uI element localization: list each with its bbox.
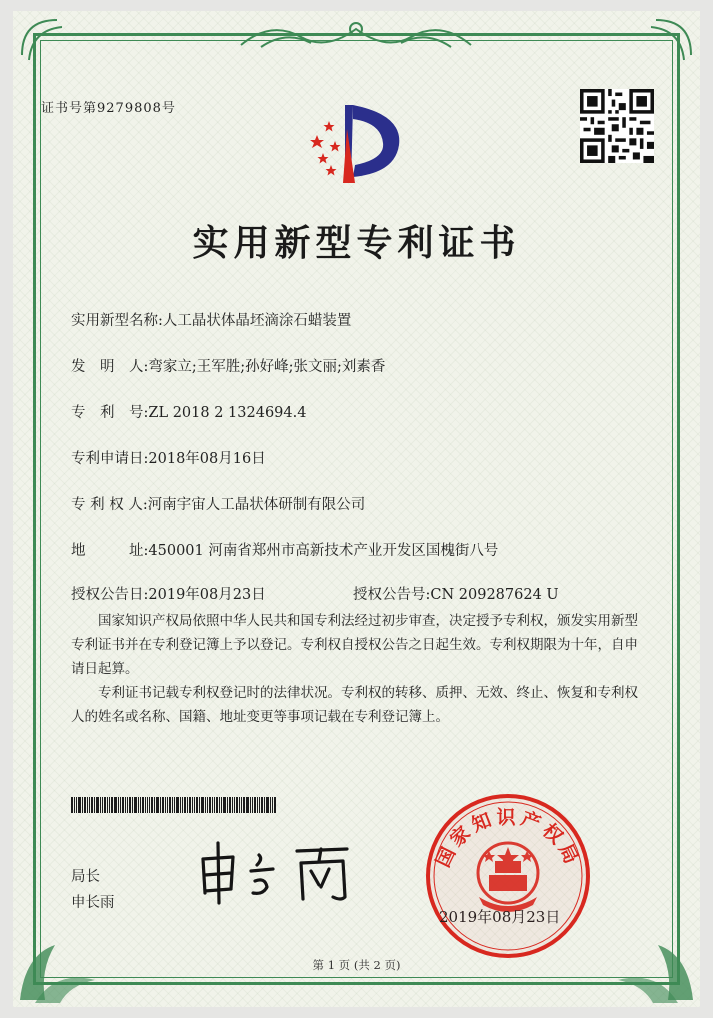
barcode-bar: [154, 797, 155, 813]
barcode-bar: [134, 797, 137, 813]
barcode-bar: [252, 797, 253, 813]
barcode-bar: [129, 797, 131, 813]
barcode-bar: [87, 797, 88, 813]
barcode-bar: [205, 797, 206, 813]
barcode-bar: [272, 797, 273, 813]
field-row-grant-number: [353, 583, 559, 604]
barcode-bar: [201, 797, 204, 813]
field-row-name: [71, 309, 351, 330]
barcode-bar: [194, 797, 195, 813]
barcode-bar: [74, 797, 75, 813]
barcode-bar: [167, 797, 168, 813]
certificate-number: 证书号第9279808号: [41, 101, 176, 116]
barcode-bar: [169, 797, 171, 813]
barcode-bar: [100, 797, 101, 813]
grant-number-value: CN 209287624 U: [430, 587, 559, 603]
barcode-bar: [257, 797, 258, 813]
barcode-bar: [96, 797, 99, 813]
certificate-title: 实用新型专利证书: [192, 222, 521, 264]
barcode-bar: [196, 797, 198, 813]
corner-ornament-top-left-icon: [17, 15, 77, 75]
top-ornament-icon: [231, 15, 481, 55]
barcode-bar: [234, 797, 235, 813]
seal-icon: [423, 791, 593, 961]
barcode-bar: [223, 797, 226, 813]
field-label: 实用新型名称:: [71, 313, 163, 329]
field-value: 2018年08月16日: [148, 451, 266, 467]
qr-code-icon: [580, 89, 654, 163]
barcode-bar: [118, 797, 119, 813]
certificate-body: [71, 609, 651, 729]
barcode-bar: [172, 797, 173, 813]
barcode-bar: [94, 797, 95, 813]
barcode-bar: [102, 797, 103, 813]
barcode-bar: [138, 797, 139, 813]
grant-number-label: 授权公告号:: [353, 587, 431, 603]
grant-date-label: 授权公告日:: [71, 587, 149, 603]
barcode-bar: [250, 797, 251, 813]
barcode-bar: [259, 797, 260, 813]
barcode-bar: [82, 797, 83, 813]
barcode-bar: [156, 797, 159, 813]
barcode-bar: [127, 797, 128, 813]
barcode-bar: [246, 797, 249, 813]
barcode-bar: [229, 797, 231, 813]
field-label: 专利申请日:: [71, 451, 149, 467]
barcode-bar: [174, 797, 175, 813]
barcode-bar: [114, 797, 117, 813]
barcode-bar: [132, 797, 133, 813]
barcode-bar: [149, 797, 150, 813]
barcode-bar: [176, 797, 179, 813]
barcode-bar: [212, 797, 213, 813]
barcode-bar: [151, 797, 153, 813]
seal-text: 国家知识产权局: [431, 806, 585, 871]
barcode-bar: [274, 797, 276, 813]
signature-icon: [193, 837, 373, 907]
barcode-bar: [254, 797, 256, 813]
barcode-bar: [227, 797, 228, 813]
barcode-bar: [84, 797, 86, 813]
barcode-bar: [91, 797, 93, 813]
barcode-bar: [122, 797, 124, 813]
barcode-bar: [232, 797, 233, 813]
barcode-bar: [207, 797, 208, 813]
barcode-bar: [241, 797, 242, 813]
barcode-bar: [160, 797, 161, 813]
barcode-bar: [165, 797, 166, 813]
barcode-bar: [192, 797, 193, 813]
field-value: 450001 河南省郑州市高新技术产业开发区国槐街八号: [148, 543, 499, 559]
barcode-bar: [239, 797, 240, 813]
field-label: 专 利 号:: [71, 405, 149, 421]
corner-ornament-top-right-icon: [636, 15, 696, 75]
field-value: 人工晶状体晶坯滴涂石蜡装置: [162, 313, 352, 329]
barcode-bar: [187, 797, 188, 813]
field-label: 发 明 人:: [71, 359, 149, 375]
field-label: 地 址:: [71, 543, 149, 559]
barcode-bar: [111, 797, 113, 813]
barcode-bar: [236, 797, 238, 813]
barcode-bar: [78, 797, 81, 813]
barcode-bar: [214, 797, 215, 813]
barcode-bar: [71, 797, 73, 813]
barcode-bar: [120, 797, 121, 813]
barcode-bar: [216, 797, 218, 813]
barcode-bar: [109, 797, 110, 813]
barcode-bar: [261, 797, 263, 813]
field-row-application-date: [71, 447, 266, 468]
certificate-page: [13, 11, 700, 1007]
barcode-bar: [76, 797, 77, 813]
seal-date: 2019年08月23日: [439, 908, 561, 926]
barcode-icon: [71, 797, 299, 813]
field-row-inventors: [71, 355, 385, 376]
barcode-bar: [125, 797, 126, 813]
barcode-bar: [180, 797, 181, 813]
barcode-bar: [209, 797, 211, 813]
field-value: 弯家立;王军胜;孙好峰;张文丽;刘素香: [148, 359, 386, 375]
barcode-bar: [147, 797, 148, 813]
field-value: ZL 2018 2 1324694.4: [148, 405, 307, 421]
barcode-bar: [104, 797, 106, 813]
barcode-bar: [219, 797, 220, 813]
barcode-bar: [142, 797, 144, 813]
field-value: 河南宇宙人工晶状体研制有限公司: [147, 497, 366, 513]
barcode-bar: [189, 797, 191, 813]
field-row-grant: [71, 583, 266, 604]
barcode-bar: [140, 797, 141, 813]
field-row-address: [71, 539, 498, 560]
barcode-bar: [243, 797, 245, 813]
body-paragraph: 专利证书记载专利权登记时的法律状况。专利权的转移、质押、无效、终止、恢复和专利权人的姓名或名称、国籍、地址变更等事项记载在专利登记簿上。: [71, 685, 638, 725]
barcode-bar: [145, 797, 146, 813]
barcode-bar: [199, 797, 200, 813]
barcode-bar: [270, 797, 271, 813]
barcode-bar: [162, 797, 164, 813]
page-number: 第 1 页 (共 2 页): [312, 958, 401, 972]
field-row-patentee: [71, 493, 365, 514]
barcode-bar: [266, 797, 269, 813]
barcode-bar: [182, 797, 183, 813]
field-label: 专 利 权 人:: [71, 497, 148, 513]
cnipa-logo-icon: [303, 95, 413, 191]
grant-date-value: 2019年08月23日: [148, 587, 266, 603]
barcode-bar: [184, 797, 186, 813]
barcode-bar: [107, 797, 108, 813]
field-row-patent-number: [71, 401, 306, 422]
body-paragraph: 国家知识产权局依照中华人民共和国专利法经过初步审查，决定授予专利权，颁发实用新型专利证书并在专利登记簿上予以登记。专利权自授权公告之日起生效。专利权期限为十年，自申请日起算。: [71, 613, 638, 677]
signature-title: 局长: [71, 869, 100, 885]
barcode-bar: [221, 797, 222, 813]
barcode-bar: [264, 797, 265, 813]
signature-name: 申长雨: [71, 895, 115, 911]
barcode-bar: [89, 797, 90, 813]
